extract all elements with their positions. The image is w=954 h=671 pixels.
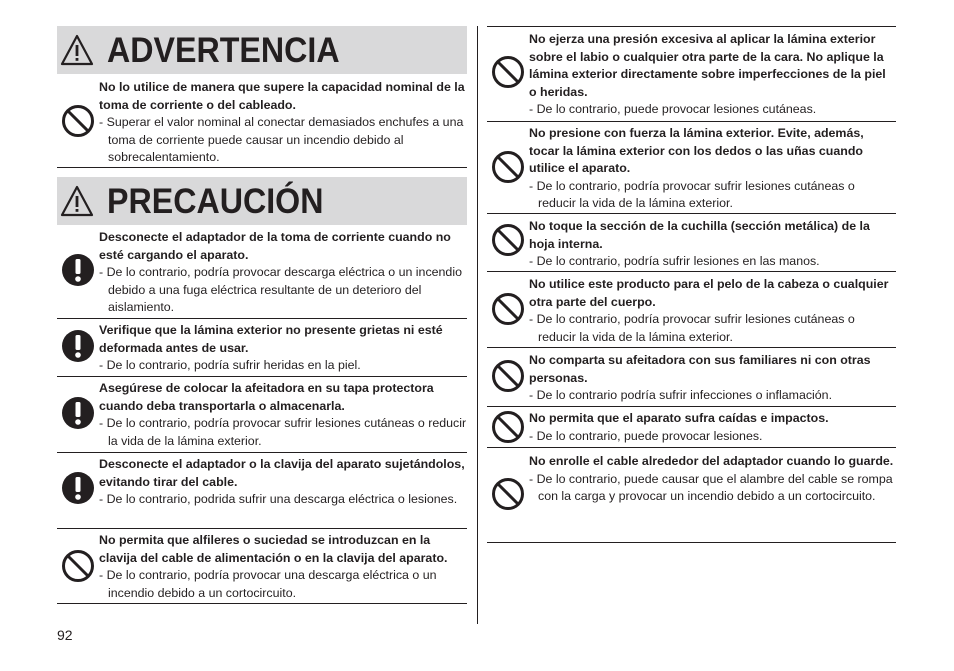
item-description: - De lo contrario, podría provocar una descarga eléctrica o un incendio debido a un cortocircuito. [99, 568, 437, 600]
item-title: No comparta su afeitadora con sus familiares ni con otras personas. [529, 353, 871, 385]
precaucion-heading: PRECAUCIÓN [107, 182, 324, 221]
separator [487, 542, 896, 543]
precaucion-banner [57, 177, 467, 225]
item-description: - De lo contrario, puede provocar lesiones. [529, 428, 763, 443]
column-divider [477, 26, 478, 624]
separator [487, 213, 896, 214]
separator [487, 406, 896, 407]
prohibition-icon [61, 104, 95, 138]
item-description: - De lo contrario, podría sufrir heridas en la piel. [99, 358, 361, 373]
prohibition-icon [491, 359, 525, 393]
mandatory-icon [61, 396, 95, 430]
separator [57, 603, 467, 604]
separator [487, 121, 896, 122]
item-title: No utilice este producto para el pelo de la cabeza o cualquier otra parte del cuerpo. [529, 277, 889, 309]
item-description: - De lo contrario, podría provocar sufrir lesiones cutáneas o reducir la vida de la lámina exterior. [529, 312, 855, 344]
separator [487, 26, 896, 27]
item-title: Verifique que la lámina exterior no presente grietas ni esté deformada antes de usar. [99, 323, 443, 355]
prohibition-icon [491, 410, 525, 444]
separator [487, 271, 896, 272]
item-title: No permita que alfileres o suciedad se introduzcan en la clavija del cable de alimentación o en la clavija del aparato. [99, 533, 448, 565]
separator [57, 318, 467, 319]
item-description: - De lo contrario podría sufrir infecciones o inflamación. [529, 388, 833, 403]
item-description: - De lo contrario, puede causar que el alambre del cable se rompa con la carga y provocar un incendio debido a un cortocircuito. [529, 471, 893, 504]
item-title: Desconecte el adaptador de la toma de corriente cuando no esté cargando el aparato. [99, 230, 451, 262]
prohibition-icon [61, 549, 95, 583]
prohibition-icon [491, 292, 525, 326]
item-title: Asegúrese de colocar la afeitadora en su tapa protectora cuando deba transportarla o almacenarla. [99, 381, 434, 413]
item-title: No ejerza una presión excesiva al aplicar la lámina exterior sobre el labio o cualquier otra parte de la cara. No aplique la lámina exterior directamente sobre imperfecciones de la piel o heridas. [529, 32, 886, 99]
mandatory-icon [61, 471, 95, 505]
item-title: No lo utilice de manera que supere la capacidad nominal de la toma de corriente o del cableado. [99, 80, 465, 112]
warning-triangle-icon [60, 185, 94, 217]
advertencia-banner [57, 26, 467, 74]
separator [57, 528, 467, 529]
mandatory-icon [61, 253, 95, 287]
separator [487, 447, 896, 448]
prohibition-icon [491, 477, 525, 511]
advertencia-heading: ADVERTENCIA [107, 31, 340, 70]
separator [57, 167, 467, 168]
separator [57, 452, 467, 453]
separator [487, 347, 896, 348]
item-description: - De lo contrario, puede provocar lesiones cutáneas. [529, 102, 817, 117]
item-description: - De lo contrario, podría provocar descarga eléctrica o un incendio debido a una fuga eléctrica resultante de un deterioro del aislamiento. [99, 265, 462, 315]
separator [57, 376, 467, 377]
item-description: - De lo contrario, podría provocar sufrir lesiones cutáneas o reducir la vida de la lámina exterior. [529, 178, 855, 211]
item-title: No enrolle el cable alrededor del adaptador cuando lo guarde. [529, 454, 894, 468]
item-description: - De lo contrario, podrida sufrir una descarga eléctrica o lesiones. [99, 492, 458, 507]
prohibition-icon [491, 223, 525, 257]
item-title: No presione con fuerza la lámina exterior. Evite, además, tocar la lámina exterior con los dedos o las uñas cuando utilice el aparato. [529, 126, 864, 176]
warning-triangle-icon [60, 34, 94, 66]
prohibition-icon [491, 55, 525, 89]
item-title: No permita que el aparato sufra caídas e impactos. [529, 411, 829, 425]
mandatory-icon [61, 329, 95, 363]
prohibition-icon [491, 150, 525, 184]
item-description: - Superar el valor nominal al conectar demasiados enchufes a una toma de corriente puede causar un incendio debido al sobrecalentamiento. [99, 115, 464, 165]
page-number: 92 [57, 627, 73, 643]
item-description: - De lo contrario, podría provocar sufrir lesiones cutáneas o reducir la vida de la lámina exterior. [99, 416, 467, 448]
item-description: - De lo contrario, podría sufrir lesiones en las manos. [529, 254, 820, 269]
item-title: Desconecte el adaptador o la clavija del aparato sujetándolos, evitando tirar del cable. [99, 457, 465, 489]
item-title: No toque la sección de la cuchilla (sección metálica) de la hoja interna. [529, 219, 870, 251]
